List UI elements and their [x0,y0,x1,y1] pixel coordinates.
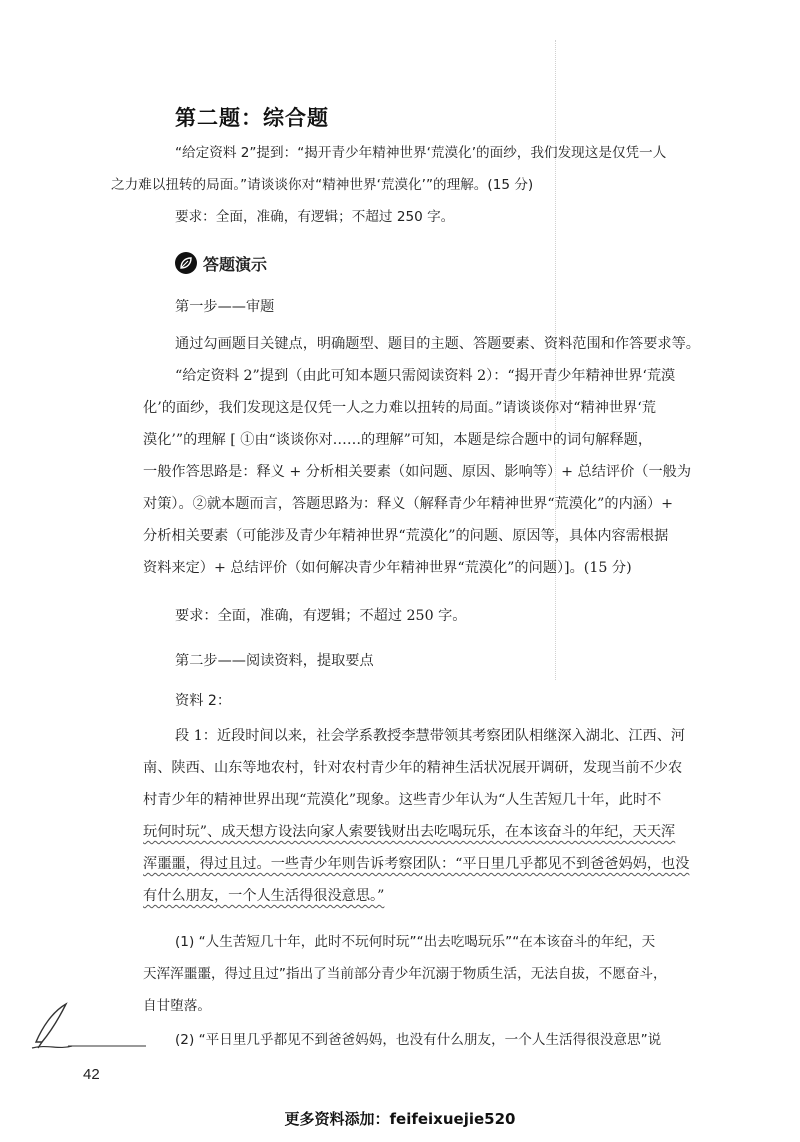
quill-pen-icon [28,998,148,1054]
material-line: 段 1：近段时间以来，社会学系教授李慧带领其考察团队相继深入湖北、江西、河 [175,728,686,744]
footer-note: 更多资料添加：feifeixuejie520 [284,1110,516,1128]
step2-title: 第二步——阅读资料，提取要点 [175,653,374,669]
step1-analysis [143,360,743,584]
material-line: 浑噩噩，得过且过。一些青少年则告诉考察团队：“平日里几乎都见不到爸爸妈妈，也没 [143,856,690,872]
point-2 [143,1024,743,1056]
analysis-line: 资料来定）+ 总结评价（如何解决青少年精神世界“荒漠化”的问题）]。(15 分) [143,560,632,576]
step1-requirement: 要求：全面，准确，有逻辑；不超过 250 字。 [175,608,467,624]
analysis-line: 分析相关要素（可能涉及青少年精神世界“荒漠化”的问题、原因等，具体内容需根据 [143,528,669,544]
demo-title: 答题演示 [203,254,268,274]
material-paragraph [143,720,743,912]
analysis-line: 一般作答思路是：释义 + 分析相关要素（如问题、原因、影响等）+ 总结评价（一般为 [143,464,692,480]
analysis-line: 化’的面纱，我们发现这是仅凭一人之力难以扭转的局面。”请谈谈你对“精神世界‘荒 [143,400,656,416]
point-line: (1) “人生苦短几十年，此时不玩何时玩”“出去吃喝玩乐”“在本该奋斗的年纪，天 [175,934,656,950]
point-line: 自甘堕落。 [143,998,211,1014]
page-number: 42 [83,1066,100,1083]
section-title: 第二题：综合题 [175,106,329,130]
question-line: 之力难以扭转的局面。”请谈谈你对“精神世界‘荒漠化’”的理解。(15 分) [111,177,534,193]
step1-intro: 通过勾画题目关键点，明确题型、题目的主题、答题要素、资料范围和作答要求等。 [175,336,700,352]
step1-title: 第一步——审题 [175,299,275,315]
material-line: 有什么朋友，一个人生活得很没意思。” [143,888,385,904]
analysis-line: 漠化’”的理解 [ ①由“谈谈你对……的理解”可知，本题是综合题中的词句解释题， [143,432,653,448]
point-line: 天浑浑噩噩，得过且过”指出了当前部分青少年沉溺于物质生活，无法自拔，不愿奋斗， [143,966,667,982]
point-line: (2) “平日里几乎都见不到爸爸妈妈，也没有什么朋友，一个人生活得很没意思”说 [175,1032,662,1048]
question-line: “给定资料 2”提到：“揭开青少年精神世界‘荒漠化’的面纱，我们发现这是仅凭一人 [175,145,667,161]
material-label: 资料 2： [175,693,232,709]
material-line: 村青少年的精神世界出现“荒漠化”现象。这些青少年认为“人生苦短几十年，此时不 [143,792,662,808]
question-requirement: 要求：全面，准确，有逻辑；不超过 250 字。 [175,209,455,225]
leaf-icon [175,252,197,274]
question-text [111,137,743,201]
analysis-line: “给定资料 2”提到（由此可知本题只需阅读资料 2）：“揭开青少年精神世界‘荒漠 [175,368,676,384]
demo-heading [175,250,267,276]
material-line: 玩何时玩”、成天想方设法向家人索要钱财出去吃喝玩乐，在本该奋斗的年纪，天天浑 [143,824,676,840]
material-line: 南、陕西、山东等地农村，针对农村青少年的精神生活状况展开调研，发现当前不少农 [143,760,683,776]
analysis-line: 对策）。②就本题而言，答题思路为：释义（解释青少年精神世界“荒漠化”的内涵）+ [143,496,674,512]
point-1 [143,926,743,1022]
